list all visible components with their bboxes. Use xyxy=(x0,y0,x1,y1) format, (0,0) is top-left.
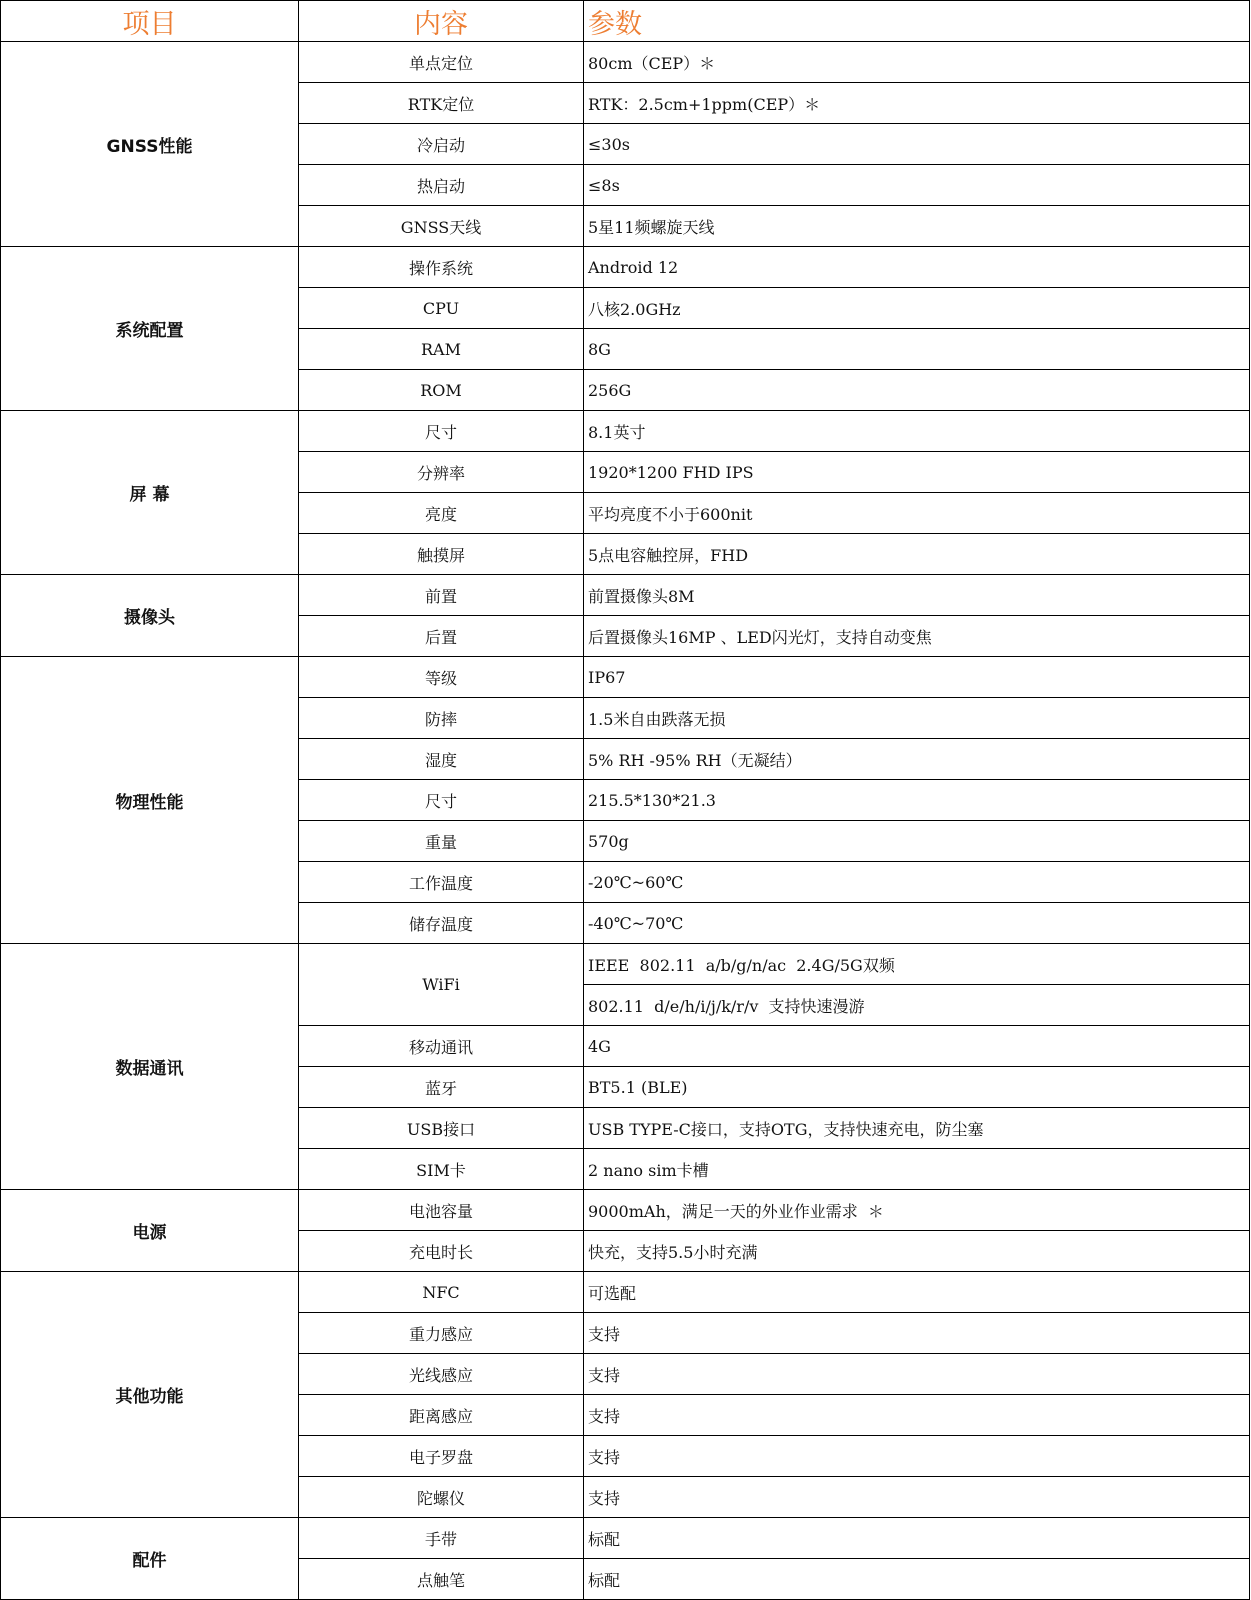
table-row xyxy=(1,247,1250,288)
header-content: 内容 xyxy=(299,1,584,42)
item-cell: RTK定位 xyxy=(299,83,584,124)
value-cell: 570g xyxy=(584,821,1250,862)
item-cell: USB接口 xyxy=(299,1108,584,1149)
item-cell: 重量 xyxy=(299,821,584,862)
value-cell: IEEE 802.11 a/b/g/n/ac 2.4G/5G双频 xyxy=(584,944,1250,985)
item-cell: 工作温度 xyxy=(299,862,584,903)
category-cell: 屏 幕 xyxy=(1,411,299,575)
value-cell: 后置摄像头16MP 、LED闪光灯，支持自动变焦 xyxy=(584,616,1250,657)
category-cell: 摄像头 xyxy=(1,575,299,657)
value-cell: 5% RH -95% RH（无凝结） xyxy=(584,739,1250,780)
item-cell: ROM xyxy=(299,370,584,411)
item-cell: WiFi xyxy=(299,944,584,1026)
value-cell: 支持 xyxy=(584,1354,1250,1395)
category-cell: 物理性能 xyxy=(1,657,299,944)
value-cell: 215.5*130*21.3 xyxy=(584,780,1250,821)
value-cell: 前置摄像头8M xyxy=(584,575,1250,616)
category-cell: 其他功能 xyxy=(1,1272,299,1518)
value-cell: 256G xyxy=(584,370,1250,411)
value-cell: BT5.1 (BLE) xyxy=(584,1067,1250,1108)
item-cell: CPU xyxy=(299,288,584,329)
value-cell: 标配 xyxy=(584,1559,1250,1600)
table-row xyxy=(1,657,1250,698)
item-cell: 操作系统 xyxy=(299,247,584,288)
item-cell: 冷启动 xyxy=(299,124,584,165)
table-row xyxy=(1,1272,1250,1313)
header-project: 项目 xyxy=(1,1,299,42)
value-cell: 8.1英寸 xyxy=(584,411,1250,452)
item-cell: 单点定位 xyxy=(299,42,584,83)
value-cell: 支持 xyxy=(584,1395,1250,1436)
item-cell: 尺寸 xyxy=(299,411,584,452)
item-cell: SIM卡 xyxy=(299,1149,584,1190)
item-cell: 电子罗盘 xyxy=(299,1436,584,1477)
value-cell: 5星11频螺旋天线 xyxy=(584,206,1250,247)
table-row xyxy=(1,1190,1250,1231)
item-cell: GNSS天线 xyxy=(299,206,584,247)
table-row xyxy=(1,575,1250,616)
item-cell: 亮度 xyxy=(299,493,584,534)
value-cell: 4G xyxy=(584,1026,1250,1067)
value-cell: 1.5米自由跌落无损 xyxy=(584,698,1250,739)
item-cell: 触摸屏 xyxy=(299,534,584,575)
item-cell: 充电时长 xyxy=(299,1231,584,1272)
spec-table-body xyxy=(1,42,1250,1600)
table-row xyxy=(1,411,1250,452)
item-cell: 后置 xyxy=(299,616,584,657)
value-cell: IP67 xyxy=(584,657,1250,698)
value-cell: -20℃~60℃ xyxy=(584,862,1250,903)
value-cell: USB TYPE-C接口，支持OTG，支持快速充电，防尘塞 xyxy=(584,1108,1250,1149)
item-cell: 距离感应 xyxy=(299,1395,584,1436)
value-cell: 9000mAh，满足一天的外业作业需求 ＊ xyxy=(584,1190,1250,1231)
item-cell: 分辨率 xyxy=(299,452,584,493)
value-cell: 可选配 xyxy=(584,1272,1250,1313)
value-cell: 5点电容触控屏，FHD xyxy=(584,534,1250,575)
category-cell: GNSS性能 xyxy=(1,42,299,247)
category-cell: 配件 xyxy=(1,1518,299,1600)
header-parameter: 参数 xyxy=(584,1,1250,42)
header-row xyxy=(1,1,1250,42)
value-cell: 1920*1200 FHD IPS xyxy=(584,452,1250,493)
item-cell: RAM xyxy=(299,329,584,370)
value-cell: 标配 xyxy=(584,1518,1250,1559)
item-cell: 湿度 xyxy=(299,739,584,780)
item-cell: 等级 xyxy=(299,657,584,698)
value-cell: 八核2.0GHz xyxy=(584,288,1250,329)
item-cell: 光线感应 xyxy=(299,1354,584,1395)
item-cell: 电池容量 xyxy=(299,1190,584,1231)
table-row xyxy=(1,1518,1250,1559)
value-cell: -40℃~70℃ xyxy=(584,903,1250,944)
item-cell: 热启动 xyxy=(299,165,584,206)
value-cell: 8G xyxy=(584,329,1250,370)
item-cell: 手带 xyxy=(299,1518,584,1559)
value-cell: ≤8s xyxy=(584,165,1250,206)
value-cell: 平均亮度不小于600nit xyxy=(584,493,1250,534)
value-cell: Android 12 xyxy=(584,247,1250,288)
item-cell: 蓝牙 xyxy=(299,1067,584,1108)
value-cell: 支持 xyxy=(584,1477,1250,1518)
table-row xyxy=(1,42,1250,83)
table-row xyxy=(1,944,1250,985)
item-cell: 点触笔 xyxy=(299,1559,584,1600)
value-cell: ≤30s xyxy=(584,124,1250,165)
category-cell: 系统配置 xyxy=(1,247,299,411)
value-cell: 802.11 d/e/h/i/j/k/r/v 支持快速漫游 xyxy=(584,985,1250,1026)
item-cell: 陀螺仪 xyxy=(299,1477,584,1518)
category-cell: 数据通讯 xyxy=(1,944,299,1190)
item-cell: 前置 xyxy=(299,575,584,616)
value-cell: 2 nano sim卡槽 xyxy=(584,1149,1250,1190)
item-cell: 储存温度 xyxy=(299,903,584,944)
category-cell: 电源 xyxy=(1,1190,299,1272)
value-cell: 支持 xyxy=(584,1436,1250,1477)
value-cell: 支持 xyxy=(584,1313,1250,1354)
item-cell: NFC xyxy=(299,1272,584,1313)
item-cell: 移动通讯 xyxy=(299,1026,584,1067)
item-cell: 防摔 xyxy=(299,698,584,739)
item-cell: 尺寸 xyxy=(299,780,584,821)
value-cell: 80cm（CEP）＊ xyxy=(584,42,1250,83)
item-cell: 重力感应 xyxy=(299,1313,584,1354)
value-cell: 快充，支持5.5小时充满 xyxy=(584,1231,1250,1272)
value-cell: RTK：2.5cm+1ppm(CEP）＊ xyxy=(584,83,1250,124)
